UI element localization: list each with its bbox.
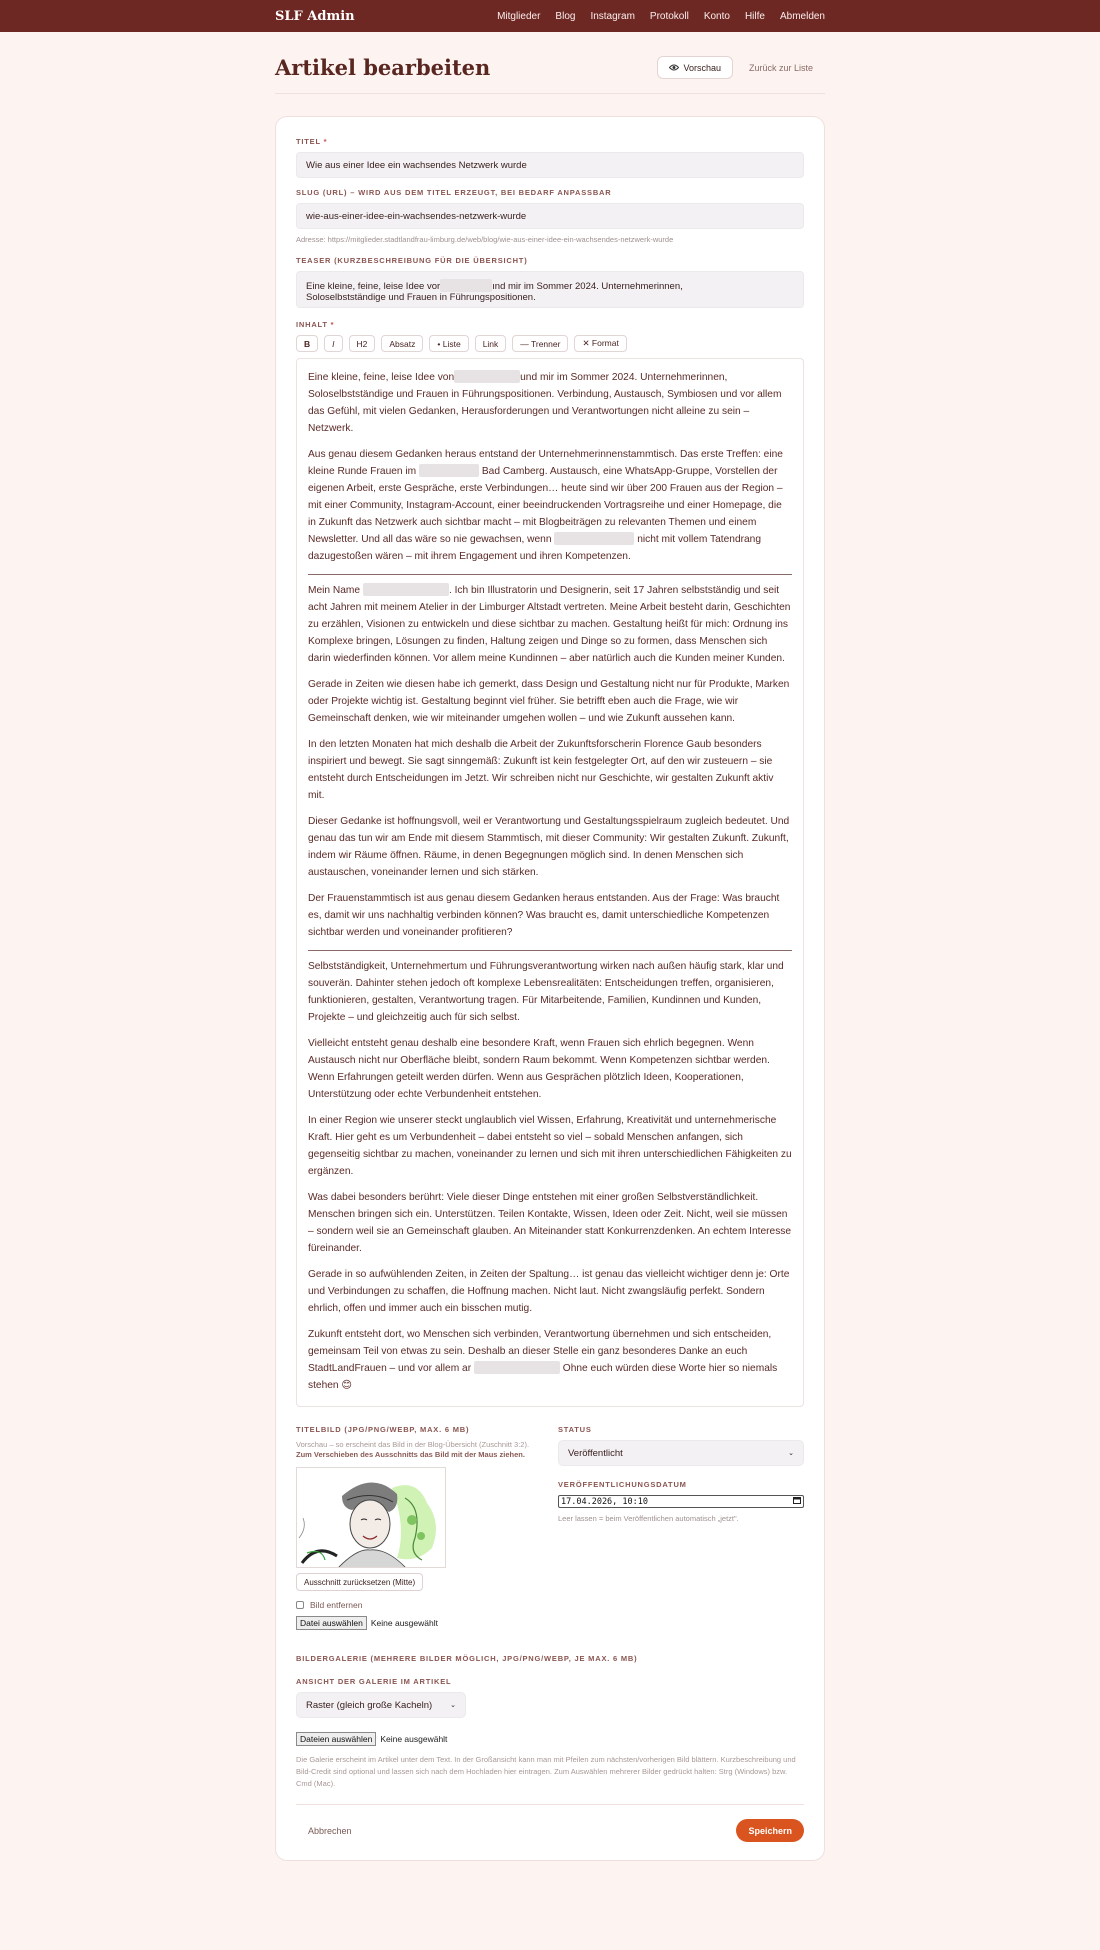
form-footer (296, 1804, 804, 1842)
paragraph: Vielleicht entsteht genau deshalb eine besondere Kraft, wenn Frauen sich ehrlich begegnen. Wenn Austausch nicht nur Oberfläche bleibt, sondern Raum bekommt. Wenn Kompetenzen sichtbar werden. Wenn Erfahrungen geteilt werden dürfen. Wenn aus Gesprächen plötzlich Ideen, Kooperationen, Unterstützung oder echte Verbundenheit entstehen. (308, 1038, 770, 1100)
nav-konto[interactable]: Konto (703, 10, 730, 22)
nav-abmelden[interactable]: Abmelden (779, 10, 825, 22)
content-editor[interactable] (296, 358, 804, 1407)
paragraph-button[interactable]: Absatz (381, 335, 423, 352)
gallery-label: BILDERGALERIE (MEHRERE BILDER MÖGLICH, JPG/PNG/WEBP, JE MAX. 6 MB) (296, 1654, 638, 1663)
redacted-name (363, 583, 449, 596)
gallery-file-row (296, 1732, 804, 1746)
link-button[interactable]: Link (475, 335, 507, 352)
file-status: Keine ausgewählt (370, 1618, 438, 1628)
choose-files-button[interactable]: Dateien auswählen (296, 1732, 376, 1746)
paragraph: Der Frauenstammtisch ist aus genau diesem Gedanken heraus entstanden. Aus der Frage: Was braucht es, damit wir uns nachhaltig verbinden können? Was braucht es, damit unterschiedliche Kompetenzen sichtbar werden und voneinander profitieren? (308, 893, 780, 938)
nav-blog[interactable]: Blog (555, 10, 576, 22)
edit-form-card (275, 116, 825, 1861)
paragraph: Selbstständigkeit, Unternehmertum und Führungsverantwortung wirken nach außen häufig stark, klar und souverän. Dahinter stehen jedoch oft komplexe Lebensrealitäten: Entscheidungen treffen, organisieren, funktionieren, gestalten, Verantwortung tragen. Für Mitarbeitende, Familien, Kundinnen und Kunden, Projekte – und gleichzeitig auch für sich selbst. (308, 961, 784, 1023)
gallery-view-value: Raster (gleich große Kacheln) (306, 1699, 433, 1711)
top-navbar (0, 0, 1100, 32)
paragraph: In den letzten Monaten hat mich deshalb die Arbeit der Zukunftsforscherin Florence Gaub besonders inspiriert und bewegt. Sie sagt sinngemäß: Zukunft ist kein festgelegter Ort, auf den wir zusteuern – sie entsteht durch Entscheidungen im Jetzt. Wir schreiben nicht nur Geschichte, wir gestalten Zukunft aktiv mit. (308, 739, 774, 801)
paragraph: In einer Region wie unserer steckt unglaublich viel Wissen, Erfahrung, Kreativität und unternehmerische Kraft. Hier geht es um Verbundenheit – dabei entsteht so viel – sobald Menschen anfangen, sich gegenseitig sichtbar zu machen, voneinander zu lernen und sich mit ihren unterschiedlichen Fähigkeiten zu ergänzen. (308, 1115, 792, 1177)
calendar-icon[interactable] (793, 1496, 801, 1507)
teaser-label: TEASER (KURZBESCHREIBUNG FÜR DIE ÜBERSICHT) (296, 256, 528, 265)
divider (308, 950, 792, 951)
remove-image-checkbox[interactable] (296, 1601, 304, 1609)
slug-input[interactable]: wie-aus-einer-idee-ein-wachsendes-netzwerk-wurde (296, 203, 804, 229)
back-to-list-link[interactable]: Zurück zur Liste (748, 62, 813, 73)
redacted-names (554, 532, 634, 545)
title-label: TITEL * (296, 137, 328, 146)
content-label: INHALT * (296, 320, 335, 329)
nav-instagram[interactable]: Instagram (590, 10, 635, 22)
teaser-textarea[interactable] (296, 271, 804, 308)
remove-image-row (296, 1600, 534, 1610)
paragraph: Gerade in so aufwühlenden Zeiten, in Zeiten der Spaltung… ist genau das vielleicht wichtiger denn je: Orte und Verbindungen zu schaffen, die Hoffnung machen. Nicht laut. Nicht zwangsläufig perfekt. Sondern ehrlich, offen und immer auch ein bisschen mutig. (308, 1269, 790, 1314)
title-image-preview[interactable] (296, 1467, 446, 1568)
image-label: TITELBILD (JPG/PNG/WEBP, MAX. 6 MB) (296, 1425, 470, 1434)
save-button[interactable]: Speichern (736, 1819, 804, 1842)
redacted-name (440, 279, 492, 292)
image-hint: Vorschau – so erscheint das Bild in der Blog-Übersicht (Zuschnitt 3:2). Zum Verschieben des Ausschnitts das Bild mit der Maus ziehen. (296, 1440, 530, 1459)
eye-icon (669, 63, 679, 73)
gallery-hint: Die Galerie erscheint im Artikel unter dem Text. In der Großansicht kann man mit Pfeilen zum nächsten/vorherigen Bild blättern. Kurzbeschreibung und Bild-Credit sind optional und lassen sich nach dem Hochladen hier eintragen. Zum Auswählen mehrerer Bilder gedrückt halten: Strg (Windows) bzw. Cmd (Mac). (296, 1755, 796, 1788)
list-button[interactable]: • Liste (429, 335, 468, 352)
paragraph: Mein Name . Ich bin Illustratorin und Designerin, seit 17 Jahren selbstständig und seit acht Jahren mit meinem Atelier in der Limburger Altstadt vertreten. Meine Arbeit besteht darin, Geschichten zu erzählen, Visionen zu entwickeln und diese sichtbar zu machen. Gestaltung heißt für mich: Ordnung ins Komplexe bringen, Lösungen zu finden, Haltung zeigen und Dinge so zu formen, dass Menschen sich darin wiederfinden können. Vor allem meine Kundinnen – aber natürlich auch die Kunden meiner Kunden. (308, 585, 791, 664)
gallery-file-status: Keine ausgewählt (380, 1734, 448, 1744)
status-value: Veröffentlicht (568, 1447, 623, 1459)
redacted-place (419, 464, 479, 477)
remove-image-label: Bild entfernen (310, 1600, 363, 1610)
gallery-view-label: ANSICHT DER GALERIE IM ARTIKEL (296, 1677, 452, 1686)
status-label: STATUS (558, 1425, 592, 1434)
paragraph: Dieser Gedanke ist hoffnungsvoll, weil er Verantwortung und Gestaltungsspielraum zugleich bedeutet. Und genau das tun wir am Ende mit diesem Stammtisch, mit dieser Community: Wir gestalten Zukunft. Zukunft, indem wir Räume öffnen. Räume, in denen Begegnungen möglich sind. In denen Menschen sich austauschen, voneinander lernen und sich stärken. (308, 816, 790, 878)
chevron-down-icon: ⌄ (788, 1450, 794, 1457)
publish-date-label: VERÖFFENTLICHUNGSDATUM (558, 1480, 687, 1489)
chevron-down-icon: ⌄ (450, 1702, 456, 1709)
choose-file-button[interactable]: Datei auswählen (296, 1616, 367, 1630)
editor-toolbar (296, 335, 804, 352)
title-input[interactable]: Wie aus einer Idee ein wachsendes Netzwerk wurde (296, 152, 804, 178)
h2-button[interactable]: H2 (349, 335, 376, 352)
italic-button[interactable]: I (324, 335, 342, 352)
redacted-name (454, 370, 520, 383)
teaser-text-mid: ınd mir im Sommer 2024. Unternehmerinnen, (492, 281, 683, 292)
nav-mitglieder[interactable]: Mitglieder (497, 10, 541, 22)
preview-button[interactable] (657, 56, 733, 79)
nav-protokoll[interactable]: Protokoll (649, 10, 689, 22)
paragraph: Was dabei besonders berührt: Viele dieser Dinge entstehen mit einer großen Selbstverständlichkeit. Menschen bringen sich ein. Unterstützen. Teilen Kontakte, Wissen, Ideen oder Zeit. Nicht, weil sie müssen – sondern weil sie an Gemeinschaft glauben. An Miteinander statt Konkurrenzdenken. An echtem Interesse füreinander. (308, 1192, 792, 1254)
publish-date-hint: Leer lassen = beim Veröffentlichen automatisch „jetzt". (558, 1514, 739, 1523)
page-title: Artikel bearbeiten (275, 55, 491, 80)
paragraph: Gerade in Zeiten wie diesen habe ich gemerkt, dass Design und Gestaltung nicht nur für Produkte, Marken oder Projekte wichtig ist. Gestaltung beginnt viel früher. Sie betrifft eben auch die Frage, wie wir Gemeinschaft denken, wie wir miteinander umgehen wollen – und wie Zukunft aussehen kann. (308, 679, 790, 724)
slug-label: SLUG (URL) – WIRD AUS DEM TITEL ERZEUGT, BEI BEDARF ANPASSBAR (296, 188, 612, 197)
page-header (275, 32, 825, 94)
image-file-row (296, 1616, 534, 1630)
gallery-view-select[interactable] (296, 1692, 466, 1718)
teaser-text-start: Eine kleine, feine, leise Idee vor (306, 281, 441, 292)
publish-date-value: 17.04.2026, 10:10 (561, 1496, 648, 1507)
redacted-name (474, 1361, 560, 1374)
divider (308, 574, 792, 575)
paragraph: Eine kleine, feine, leise Idee von und mir im Sommer 2024. Unternehmerinnen, Soloselbstständige und Frauen in Führungspositionen. Verbindung, Austausch, Symbiosen und vor allem das Gefühl, mit vielen Gedanken, Herausforderungen und Verantwortungen nicht alleine zu sein – Netzwerk. (308, 372, 782, 434)
bold-button[interactable]: B (296, 335, 318, 352)
slug-hint: Adresse: https://mitglieder.stadtlandfrau-limburg.de/web/blog/wie-aus-einer-idee-ein-wachsendes-netzwerk-wurde (296, 235, 674, 244)
divider-button[interactable]: — Trenner (512, 335, 568, 352)
status-select[interactable] (558, 1440, 804, 1466)
teaser-text-end: Soloselbstständige und Frauen in Führungspositionen. (306, 292, 536, 303)
brand-logo[interactable]: SLF Admin (275, 8, 355, 24)
preview-label: Vorschau (683, 62, 721, 73)
main-nav (497, 11, 825, 22)
clear-format-button[interactable]: ✕ Format (574, 335, 626, 352)
portrait-illustration (297, 1468, 446, 1568)
reset-crop-button[interactable]: Ausschnitt zurücksetzen (Mitte) (296, 1573, 423, 1591)
nav-hilfe[interactable]: Hilfe (744, 10, 765, 22)
paragraph: Aus genau diesem Gedanken heraus entstand der Unternehmerinnenstammtisch. Das erste Treffen: eine kleine Runde Frauen im Bad Camberg. Austausch, eine WhatsApp-Gruppe, Vorstellen der eigenen Arbeit, erste Gespräche, erste Verbindungen… heute sind wir über 200 Frauen aus der Region – mit einer Community, Instagram-Account, einer beeindruckenden Vortragsreihe und einer Homepage, die in Zukunft das Netzwerk auch sichtbar macht – mit Blogbeiträgen zu relevanten Themen und einem Newsletter. Und all das wäre so nie gewachsen, wenn nicht mit vollem Tatendrang dazugestoßen wären – mit ihrem Engagement und ihren Kompetenzen. (308, 449, 783, 562)
publish-date-input[interactable] (558, 1495, 804, 1508)
cancel-button[interactable]: Abbrechen (308, 1825, 352, 1836)
paragraph: Zukunft entsteht dort, wo Menschen sich verbinden, Verantwortung übernehmen und sich entscheiden, gemeinsam Teil von etwas zu sein. Deshalb an dieser Stelle ein ganz besonderes Danke an euch StadtLandFrauen – und vor allem ar Ohne euch würden diese Worte hier so niemals stehen 😊 (308, 1329, 778, 1391)
